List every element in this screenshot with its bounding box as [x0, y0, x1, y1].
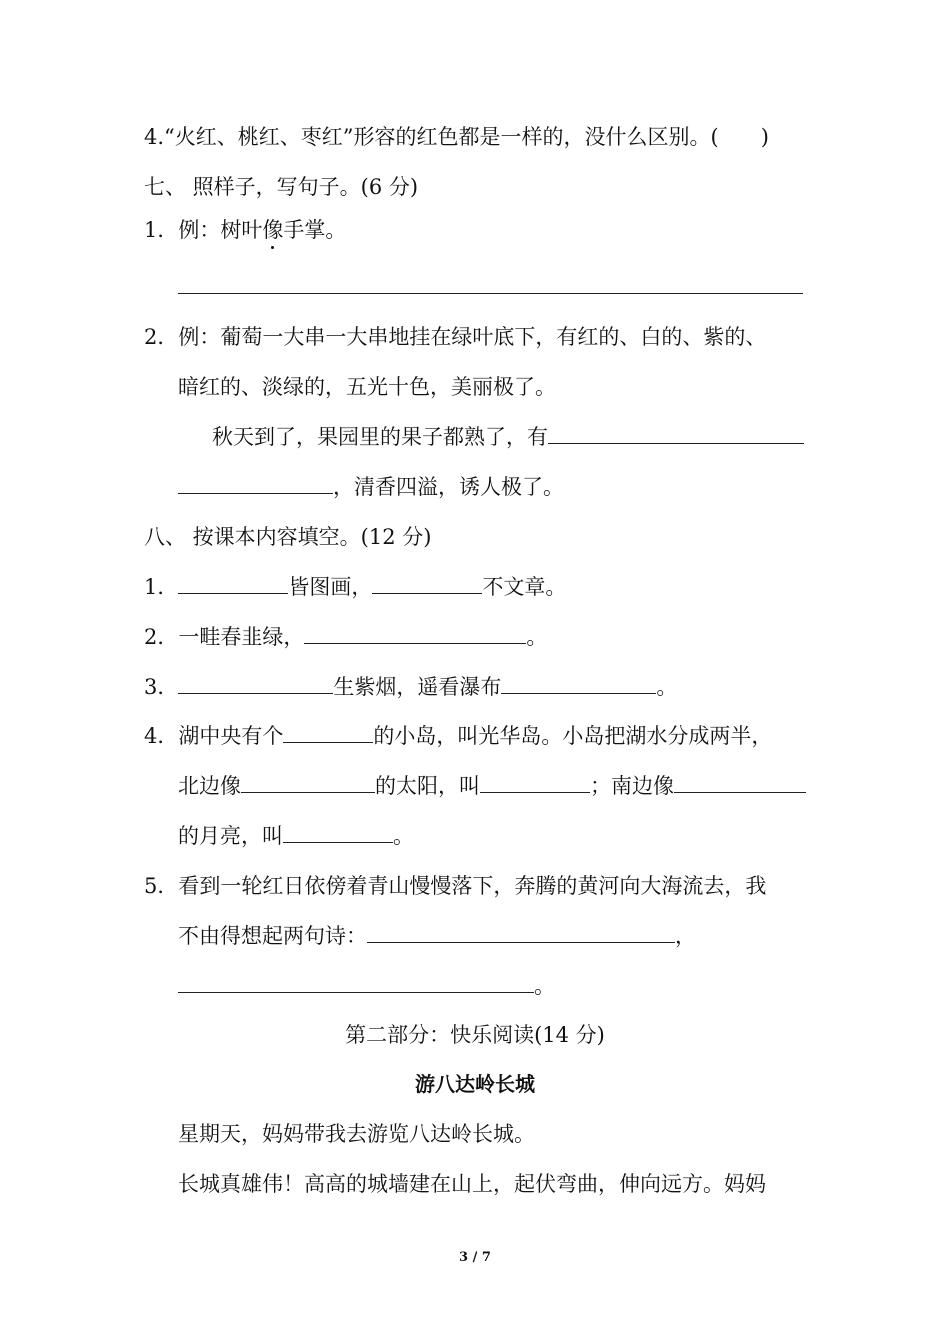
q3-text-a: 生紫烟，遥看瀑布: [333, 675, 502, 699]
q1-num: 1．: [144, 575, 179, 599]
task-text-a: 秋天到了，果园里的果子都熟了，有: [212, 425, 548, 449]
q5-text-c: ，: [675, 924, 696, 948]
example-2-line-1: 2．例：葡萄一大串一大串地挂在绿叶底下，有红的、白的、紫的、: [144, 325, 767, 349]
fill-q4-line-3: [178, 822, 414, 850]
q1-text-a: 皆图画，: [288, 575, 373, 599]
example-2-task-cont: [178, 473, 564, 501]
blank-q4-e[interactable]: [283, 822, 393, 843]
fill-q1: [144, 573, 566, 601]
q4-text-c: 北边像: [178, 774, 241, 798]
q4-text-f: 的月亮，叫: [178, 824, 283, 848]
page-number: 3 / 7: [459, 1250, 491, 1265]
article-paragraph-1: 星期天，妈妈带我去游览八达岭长城。: [178, 1122, 535, 1146]
blank-q5-a[interactable]: [367, 922, 675, 943]
blank-q4-d[interactable]: [674, 772, 806, 793]
fill-q5-line-2: [178, 922, 696, 950]
blank-q3-b[interactable]: [501, 673, 656, 694]
blank-q1-a[interactable]: [178, 573, 288, 594]
section-7-title: 七、 照样子，写句子。(6 分): [144, 175, 419, 199]
q5-text-b: 不由得想起两句诗：: [178, 924, 367, 948]
judge-question-4: 4.“火红、桃红、枣红”形容的红色都是一样的，没什么区别。( ): [144, 125, 769, 149]
blank-q4-a[interactable]: [283, 722, 373, 743]
example-1: [144, 216, 346, 244]
article-title: 游八达岭长城: [415, 1072, 535, 1096]
blank-q4-c[interactable]: [480, 772, 590, 793]
article-paragraph-2: 长城真雄伟！高高的城墙建在山上，起伏弯曲，伸向远方。妈妈: [178, 1172, 766, 1196]
fill-q4-line-1: [144, 722, 772, 750]
section-8-title: 八、 按课本内容填空。(12 分): [144, 525, 432, 549]
answer-line-1[interactable]: [178, 293, 803, 294]
q4-text-g: 。: [393, 824, 414, 848]
blank-fruits-1[interactable]: [548, 423, 804, 444]
blank-fruits-2[interactable]: [178, 473, 333, 494]
emphasis-dot-char: 像: [262, 218, 284, 242]
fill-q5-line-3: [178, 972, 555, 1000]
fill-q5-line-1: 5．看到一轮红日依傍着青山慢慢落下，奔腾的黄河向大海流去，我: [144, 874, 767, 898]
q3-text-b: 。: [656, 675, 678, 699]
fill-q4-line-2: [178, 772, 806, 800]
part-2-heading: 第二部分：快乐阅读(14 分): [345, 1023, 605, 1047]
example-1-suffix: 手掌。: [283, 218, 347, 242]
blank-q1-b[interactable]: [372, 573, 482, 594]
blank-q4-b[interactable]: [241, 772, 375, 793]
example-2-task: [212, 423, 804, 451]
task-text-b: ，清香四溢，诱人极了。: [333, 475, 564, 499]
q2-text-b: 。: [526, 625, 548, 649]
q5-text-d: 。: [534, 974, 555, 998]
q1-text-b: 不文章。: [482, 575, 567, 599]
example-2-line-2: 暗红的、淡绿的，五光十色，美丽极了。: [178, 375, 556, 399]
q4-text-b: 的小岛，叫光华岛。小岛把湖水分成两半，: [373, 724, 773, 748]
blank-q2[interactable]: [304, 623, 526, 644]
blank-q3-a[interactable]: [178, 673, 333, 694]
q3-num: 3．: [144, 675, 179, 699]
fill-q3: [144, 673, 677, 701]
q2-text-a: 2．一畦春韭绿，: [144, 625, 305, 649]
blank-q5-b[interactable]: [178, 972, 534, 993]
q4-text-e: ；南边像: [590, 774, 674, 798]
example-1-prefix: 1．例：树叶: [144, 218, 263, 242]
q4-text-a: 4．湖中央有个: [144, 724, 284, 748]
fill-q2: [144, 623, 547, 651]
q4-text-d: 的太阳，叫: [375, 774, 480, 798]
